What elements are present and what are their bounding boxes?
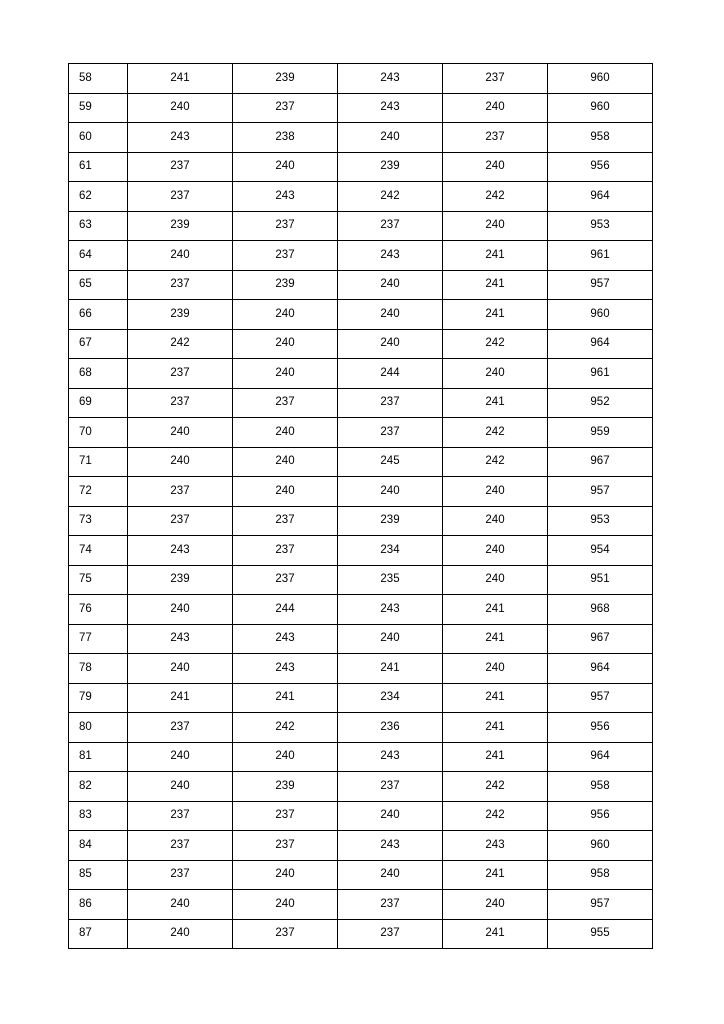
table-cell: 236 — [338, 713, 443, 743]
table-cell: 240 — [128, 890, 233, 920]
table-cell: 237 — [338, 919, 443, 949]
table-cell: 243 — [128, 624, 233, 654]
table-body — [69, 64, 653, 949]
table-cell: 957 — [548, 890, 653, 920]
table-cell: 243 — [338, 831, 443, 861]
table-cell: 240 — [443, 654, 548, 684]
table-cell: 242 — [443, 447, 548, 477]
table-cell: 237 — [233, 93, 338, 123]
table-cell: 953 — [548, 211, 653, 241]
table-cell: 964 — [548, 654, 653, 684]
table-row — [69, 270, 653, 300]
table-cell: 242 — [443, 182, 548, 212]
table-row — [69, 860, 653, 890]
data-table-container — [68, 63, 640, 949]
table-cell: 79 — [69, 683, 128, 713]
table-cell: 243 — [338, 241, 443, 271]
table-cell: 244 — [233, 595, 338, 625]
table-cell: 967 — [548, 624, 653, 654]
table-cell: 242 — [443, 801, 548, 831]
table-cell: 64 — [69, 241, 128, 271]
table-cell: 237 — [338, 418, 443, 448]
table-cell: 240 — [443, 211, 548, 241]
table-cell: 952 — [548, 388, 653, 418]
table-row — [69, 359, 653, 389]
table-cell: 241 — [443, 713, 548, 743]
table-cell: 240 — [443, 506, 548, 536]
table-cell: 237 — [128, 152, 233, 182]
table-cell: 237 — [443, 64, 548, 94]
table-cell: 960 — [548, 300, 653, 330]
table-cell: 967 — [548, 447, 653, 477]
table-cell: 240 — [443, 477, 548, 507]
table-cell: 953 — [548, 506, 653, 536]
table-cell: 239 — [128, 211, 233, 241]
table-cell: 241 — [443, 241, 548, 271]
table-cell: 59 — [69, 93, 128, 123]
table-cell: 958 — [548, 123, 653, 153]
table-cell: 240 — [128, 919, 233, 949]
table-cell: 243 — [338, 93, 443, 123]
table-cell: 243 — [128, 123, 233, 153]
table-row — [69, 300, 653, 330]
table-cell: 240 — [128, 241, 233, 271]
table-row — [69, 654, 653, 684]
table-cell: 242 — [338, 182, 443, 212]
table-cell: 84 — [69, 831, 128, 861]
table-cell: 243 — [233, 654, 338, 684]
table-cell: 73 — [69, 506, 128, 536]
table-cell: 237 — [233, 831, 338, 861]
table-row — [69, 565, 653, 595]
table-cell: 241 — [443, 300, 548, 330]
table-row — [69, 388, 653, 418]
table-cell: 63 — [69, 211, 128, 241]
table-cell: 74 — [69, 536, 128, 566]
table-row — [69, 182, 653, 212]
table-cell: 956 — [548, 801, 653, 831]
table-cell: 240 — [338, 477, 443, 507]
table-cell: 86 — [69, 890, 128, 920]
table-row — [69, 536, 653, 566]
table-cell: 241 — [443, 919, 548, 949]
table-row — [69, 329, 653, 359]
table-cell: 234 — [338, 536, 443, 566]
table-cell: 237 — [128, 506, 233, 536]
table-cell: 240 — [233, 860, 338, 890]
table-cell: 240 — [443, 152, 548, 182]
table-cell: 242 — [443, 329, 548, 359]
table-cell: 241 — [338, 654, 443, 684]
table-cell: 241 — [443, 595, 548, 625]
table-cell: 237 — [128, 801, 233, 831]
table-cell: 237 — [233, 801, 338, 831]
table-cell: 239 — [233, 270, 338, 300]
table-cell: 237 — [233, 241, 338, 271]
table-cell: 241 — [233, 683, 338, 713]
table-cell: 240 — [443, 93, 548, 123]
table-cell: 67 — [69, 329, 128, 359]
table-cell: 240 — [233, 742, 338, 772]
table-cell: 239 — [338, 152, 443, 182]
table-row — [69, 93, 653, 123]
table-cell: 956 — [548, 152, 653, 182]
table-cell: 951 — [548, 565, 653, 595]
table-cell: 240 — [233, 329, 338, 359]
table-cell: 964 — [548, 742, 653, 772]
table-cell: 58 — [69, 64, 128, 94]
table-cell: 237 — [128, 270, 233, 300]
table-cell: 244 — [338, 359, 443, 389]
table-cell: 242 — [233, 713, 338, 743]
table-cell: 241 — [443, 860, 548, 890]
table-cell: 237 — [128, 182, 233, 212]
table-cell: 242 — [443, 418, 548, 448]
table-cell: 960 — [548, 93, 653, 123]
table-cell: 243 — [338, 742, 443, 772]
table-row — [69, 418, 653, 448]
table-cell: 959 — [548, 418, 653, 448]
table-cell: 240 — [128, 418, 233, 448]
table-cell: 76 — [69, 595, 128, 625]
table-cell: 240 — [128, 772, 233, 802]
table-cell: 237 — [128, 860, 233, 890]
table-cell: 241 — [443, 624, 548, 654]
table-cell: 239 — [338, 506, 443, 536]
table-row — [69, 152, 653, 182]
table-row — [69, 241, 653, 271]
table-row — [69, 64, 653, 94]
table-row — [69, 447, 653, 477]
table-cell: 237 — [128, 388, 233, 418]
table-cell: 240 — [443, 536, 548, 566]
table-cell: 243 — [233, 624, 338, 654]
table-cell: 957 — [548, 270, 653, 300]
table-cell: 237 — [128, 713, 233, 743]
table-row — [69, 713, 653, 743]
table-cell: 77 — [69, 624, 128, 654]
table-cell: 240 — [443, 565, 548, 595]
table-row — [69, 831, 653, 861]
table-cell: 241 — [443, 742, 548, 772]
table-cell: 240 — [128, 595, 233, 625]
table-cell: 237 — [233, 565, 338, 595]
table-cell: 240 — [338, 270, 443, 300]
table-cell: 237 — [338, 772, 443, 802]
table-cell: 239 — [128, 300, 233, 330]
table-cell: 240 — [128, 654, 233, 684]
table-cell: 87 — [69, 919, 128, 949]
table-cell: 81 — [69, 742, 128, 772]
table-cell: 237 — [128, 831, 233, 861]
table-cell: 964 — [548, 329, 653, 359]
table-cell: 240 — [233, 447, 338, 477]
table-cell: 234 — [338, 683, 443, 713]
table-cell: 80 — [69, 713, 128, 743]
table-row — [69, 477, 653, 507]
table-cell: 237 — [128, 477, 233, 507]
table-cell: 240 — [338, 300, 443, 330]
table-cell: 240 — [128, 447, 233, 477]
table-cell: 240 — [233, 359, 338, 389]
table-cell: 237 — [233, 211, 338, 241]
table-cell: 237 — [128, 359, 233, 389]
table-cell: 240 — [233, 890, 338, 920]
table-cell: 243 — [128, 536, 233, 566]
table-cell: 243 — [338, 595, 443, 625]
table-cell: 237 — [338, 890, 443, 920]
table-cell: 237 — [233, 919, 338, 949]
table-cell: 243 — [338, 64, 443, 94]
table-cell: 240 — [233, 477, 338, 507]
table-row — [69, 742, 653, 772]
table-cell: 61 — [69, 152, 128, 182]
table-cell: 239 — [233, 772, 338, 802]
table-cell: 961 — [548, 241, 653, 271]
table-cell: 235 — [338, 565, 443, 595]
table-cell: 239 — [233, 64, 338, 94]
table-cell: 240 — [128, 742, 233, 772]
table-cell: 954 — [548, 536, 653, 566]
table-cell: 964 — [548, 182, 653, 212]
table-cell: 69 — [69, 388, 128, 418]
table-cell: 240 — [233, 418, 338, 448]
table-cell: 245 — [338, 447, 443, 477]
table-cell: 240 — [443, 890, 548, 920]
table-row — [69, 624, 653, 654]
table-row — [69, 123, 653, 153]
table-cell: 62 — [69, 182, 128, 212]
table-cell: 238 — [233, 123, 338, 153]
table-cell: 83 — [69, 801, 128, 831]
table-row — [69, 801, 653, 831]
table-cell: 240 — [443, 359, 548, 389]
measurements-table — [68, 63, 653, 949]
table-cell: 237 — [233, 536, 338, 566]
table-cell: 961 — [548, 359, 653, 389]
table-row — [69, 211, 653, 241]
table-cell: 243 — [233, 182, 338, 212]
table-cell: 239 — [128, 565, 233, 595]
table-cell: 240 — [338, 329, 443, 359]
table-cell: 240 — [233, 152, 338, 182]
table-cell: 241 — [128, 64, 233, 94]
table-cell: 71 — [69, 447, 128, 477]
table-cell: 956 — [548, 713, 653, 743]
table-cell: 85 — [69, 860, 128, 890]
table-cell: 958 — [548, 860, 653, 890]
table-cell: 70 — [69, 418, 128, 448]
table-row — [69, 595, 653, 625]
table-cell: 968 — [548, 595, 653, 625]
table-row — [69, 772, 653, 802]
table-cell: 237 — [338, 388, 443, 418]
table-cell: 60 — [69, 123, 128, 153]
table-cell: 66 — [69, 300, 128, 330]
table-cell: 960 — [548, 831, 653, 861]
table-cell: 237 — [443, 123, 548, 153]
table-row — [69, 683, 653, 713]
table-cell: 65 — [69, 270, 128, 300]
table-cell: 957 — [548, 683, 653, 713]
table-cell: 240 — [338, 860, 443, 890]
table-cell: 72 — [69, 477, 128, 507]
table-cell: 68 — [69, 359, 128, 389]
table-cell: 237 — [233, 506, 338, 536]
table-cell: 242 — [443, 772, 548, 802]
table-cell: 955 — [548, 919, 653, 949]
table-row — [69, 506, 653, 536]
table-cell: 240 — [128, 93, 233, 123]
table-cell: 957 — [548, 477, 653, 507]
table-cell: 240 — [338, 624, 443, 654]
table-cell: 958 — [548, 772, 653, 802]
table-cell: 240 — [338, 123, 443, 153]
table-cell: 78 — [69, 654, 128, 684]
table-cell: 82 — [69, 772, 128, 802]
table-row — [69, 890, 653, 920]
table-cell: 75 — [69, 565, 128, 595]
table-cell: 241 — [128, 683, 233, 713]
table-cell: 243 — [443, 831, 548, 861]
table-cell: 960 — [548, 64, 653, 94]
table-cell: 242 — [128, 329, 233, 359]
table-cell: 241 — [443, 270, 548, 300]
table-cell: 240 — [338, 801, 443, 831]
table-row — [69, 919, 653, 949]
table-cell: 241 — [443, 388, 548, 418]
table-cell: 237 — [338, 211, 443, 241]
table-cell: 241 — [443, 683, 548, 713]
table-cell: 237 — [233, 388, 338, 418]
table-cell: 240 — [233, 300, 338, 330]
